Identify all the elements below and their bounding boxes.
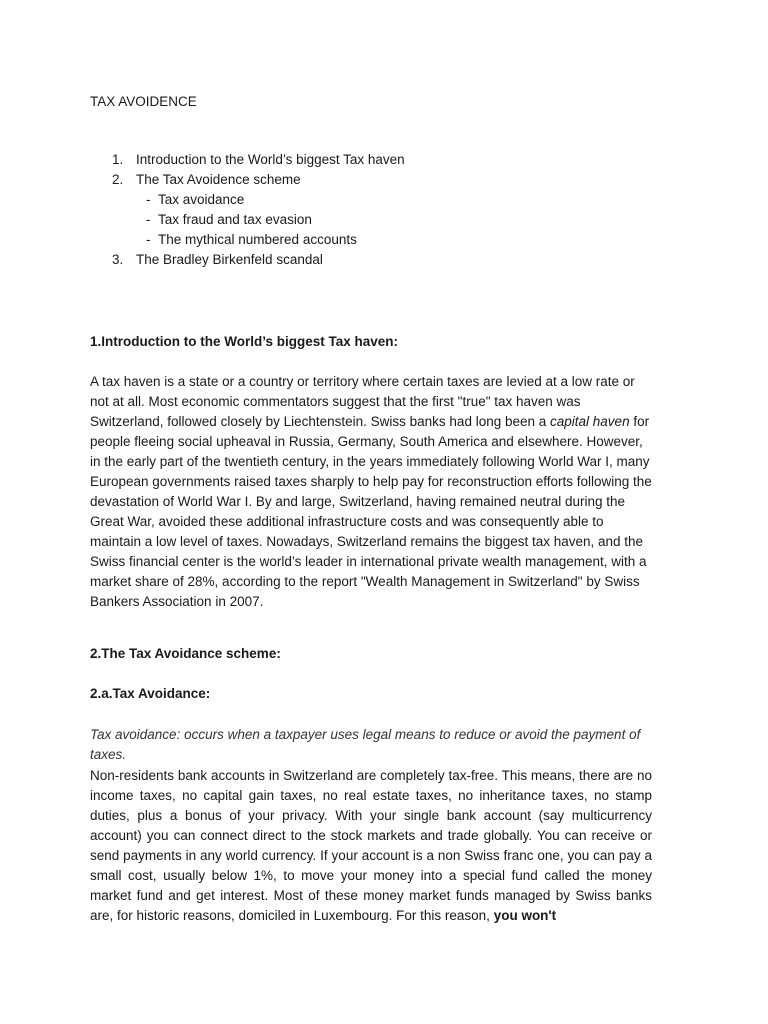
document-title: TAX AVOIDENCE — [90, 94, 197, 109]
section-2-heading: 2.The Tax Avoidance scheme: — [90, 646, 281, 661]
toc-item-text: The Tax Avoidence scheme — [136, 172, 301, 187]
toc-subitem-dash: - — [146, 192, 151, 207]
section-1-heading: 1.Introduction to the World’s biggest Tax haven: — [90, 334, 399, 349]
toc-subitem-text: Tax fraud and tax evasion — [158, 212, 312, 227]
section-2a-paragraph — [90, 766, 652, 926]
section-1-paragraph — [90, 372, 652, 612]
toc-item-number: 3. — [112, 252, 124, 267]
paragraph-text: for people fleeing social upheaval in Russia, Germany, South America and elsewhere. However, in the early part of the twentieth century, in the years immediately following World War I, many European governments raised taxes sharply to help pay for reconstruction efforts following the devastation of World War I. By and large, Switzerland, having remained neutral during the Great War, avoided these additional infrastructure costs and was consequently able to maintain a low level of taxes. Nowadays, Switzerland remains the biggest tax haven, and the Swiss financial center is the world’s leader in international private wealth management, with a market share of 28%, according to the report "Wealth Management in Switzerland" by Swiss Bankers Association in 2007. — [90, 414, 652, 609]
toc-subitem-dash: - — [146, 212, 151, 227]
bold-text: you won't — [493, 908, 557, 923]
toc-subitem-dash: - — [146, 232, 151, 247]
paragraph-text: A tax haven is a state or a country or territory where certain taxes are levied at a low rate or not at all. Most economic commentators suggest that the first "true" tax haven was Switzerland, followed closely by Liechtenstein. Swiss banks had long been a — [90, 374, 635, 429]
toc-subitem-text: The mythical numbered accounts — [158, 232, 357, 247]
tax-avoidance-definition: Tax avoidance: occurs when a taxpayer uses legal means to reduce or avoid the payment of taxes. — [90, 727, 641, 762]
toc-subitem-text: Tax avoidance — [158, 192, 245, 207]
toc-item-number: 2. — [112, 172, 124, 187]
section-2a-heading: 2.a.Tax Avoidance: — [90, 686, 211, 701]
toc-item-text: The Bradley Birkenfeld scandal — [136, 252, 323, 267]
toc-item-number: 1. — [112, 152, 124, 167]
emphasis-text: capital haven — [550, 414, 630, 429]
paragraph-text: Non-residents bank accounts in Switzerland are completely tax-free. This means, there are no income taxes, no capital gain taxes, no real estate taxes, no inheritance taxes, no stamp duties, plus a bonus of your privacy. With your single bank account (say multicurrency account) you can connect direct to the stock markets and trade globally. You can receive or send payments in any world currency. If your account is a non Swiss franc one, you can pay a small cost, usually below 1%, to move your money into a special fund called the money market fund and get interest. Most of these money market funds managed by Swiss banks are, for historic reasons, domiciled in Luxembourg. For this reason, — [90, 768, 652, 923]
toc-item-text: Introduction to the World’s biggest Tax haven — [136, 152, 405, 167]
